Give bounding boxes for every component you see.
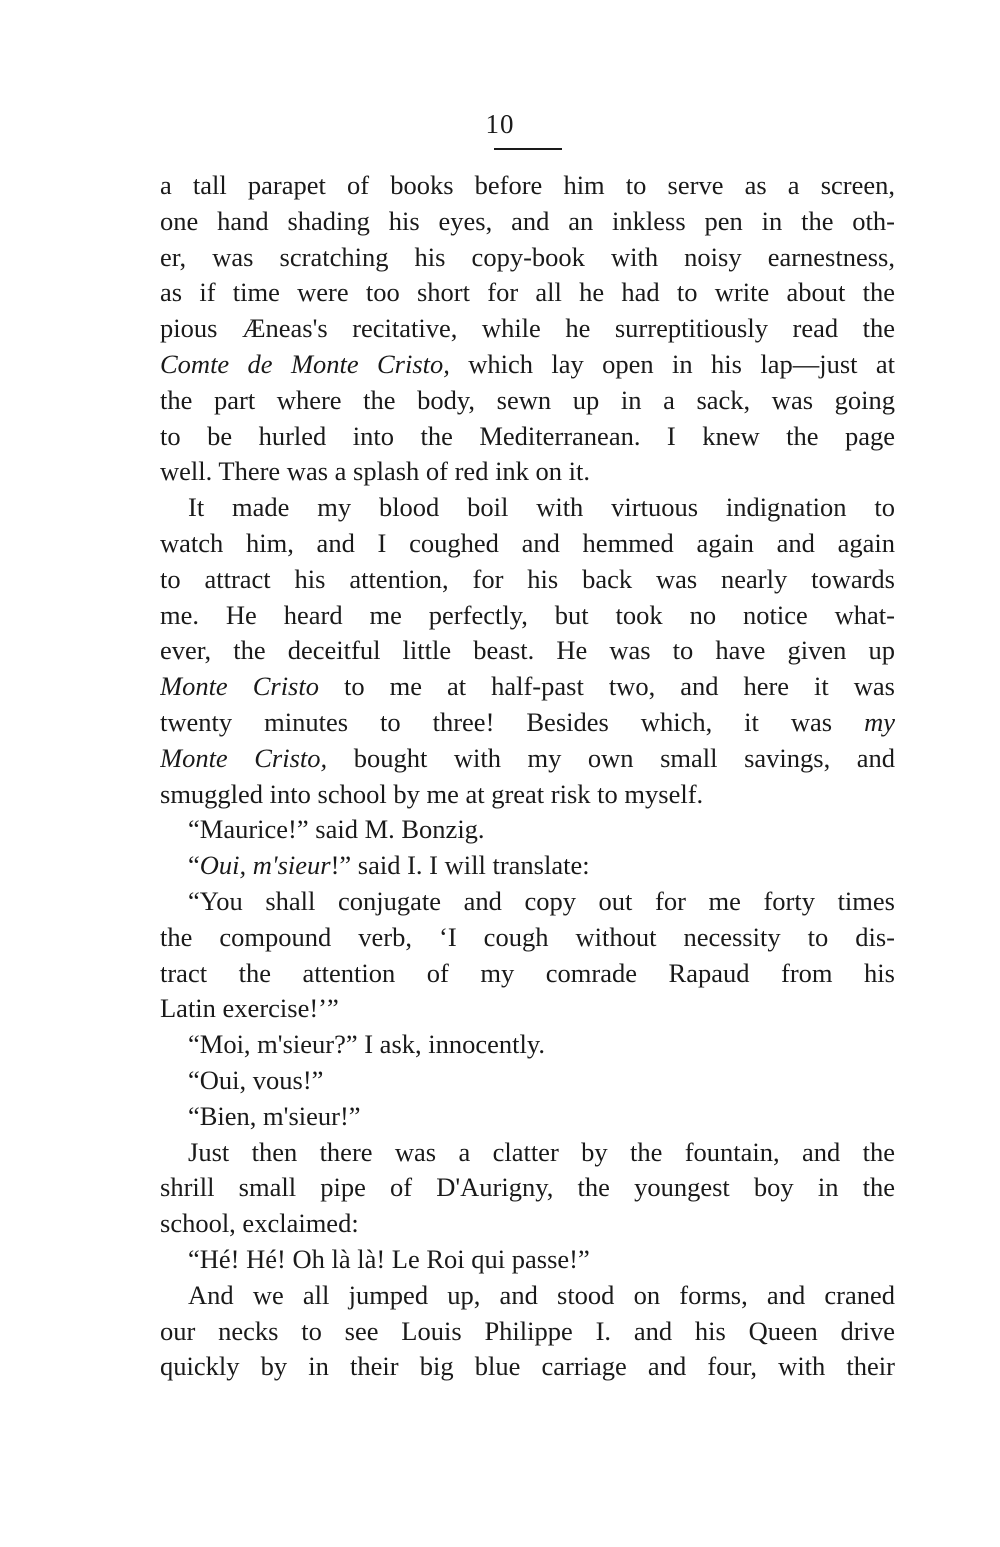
page-number-rule bbox=[494, 148, 562, 150]
text-line: our necks to see Louis Philippe I. and his Queen drive bbox=[160, 1315, 895, 1346]
text-line bbox=[160, 347, 895, 383]
text-line: And we all jumped up, and stood on forms, and craned bbox=[188, 1279, 895, 1310]
text-line: “Oui, vous!” bbox=[188, 1064, 324, 1095]
text-span: !” said I. I will translate: bbox=[330, 850, 590, 881]
text-line: “Moi, m'sieur?” I ask, innocently. bbox=[188, 1029, 546, 1060]
text-line: “Maurice!” said M. Bonzig. bbox=[188, 814, 485, 845]
text-line: ever, the deceitful little beast. He was to have given up bbox=[160, 635, 895, 666]
text-line: “Bien, m'sieur!” bbox=[188, 1100, 361, 1131]
text-span: twenty minutes to three! Besides which, it was bbox=[160, 706, 865, 737]
text-span: bought with my own small savings, and bbox=[327, 742, 895, 773]
text-line: tract the attention of my comrade Rapaud from his bbox=[160, 957, 895, 988]
text-line: smuggled into school by me at great risk to myself. bbox=[160, 778, 704, 809]
italic-text: my bbox=[864, 706, 895, 737]
text-line bbox=[160, 669, 895, 705]
text-line: well. There was a splash of red ink on it. bbox=[160, 456, 591, 487]
text-line bbox=[160, 705, 895, 741]
text-span: to me at half-past two, and here it was bbox=[318, 671, 895, 702]
text-line bbox=[160, 741, 895, 777]
text-line: the part where the body, sewn up in a sack, was going bbox=[160, 384, 895, 415]
italic-text: Monte Cristo bbox=[160, 671, 319, 702]
text-line: a tall parapet of books before him to serve as a screen, bbox=[160, 170, 895, 200]
text-line: the compound verb, ‘I cough without necessity to dis- bbox=[160, 921, 895, 952]
text-line: er, was scratching his copy-book with noisy earnestness, bbox=[160, 241, 895, 272]
text-line: Latin exercise!’” bbox=[160, 993, 339, 1024]
text-line: It made my blood boil with virtuous indignation to bbox=[188, 492, 895, 523]
italic-text: Comte de Monte Cristo, bbox=[160, 348, 450, 379]
text-line: me. He heard me perfectly, but took no notice what- bbox=[160, 599, 895, 630]
text-line: to be hurled into the Mediterranean. I knew the page bbox=[160, 420, 895, 451]
text-line: quickly by in their big blue carriage and four, with their bbox=[160, 1351, 895, 1382]
text-span: “ bbox=[188, 850, 200, 881]
text-line bbox=[160, 311, 895, 347]
text-line: one hand shading his eyes, and an inkless pen in the oth- bbox=[160, 205, 895, 236]
text-line: as if time were too short for all he had to write about the bbox=[160, 277, 895, 308]
text-line: school, exclaimed: bbox=[160, 1208, 359, 1239]
text-line bbox=[160, 848, 895, 884]
text-line: shrill small pipe of D'Aurigny, the youngest boy in the bbox=[160, 1172, 895, 1203]
text-line: to attract his attention, for his back was nearly towards bbox=[160, 563, 895, 594]
page-number: 10 bbox=[485, 109, 515, 139]
italic-text: Monte Cristo, bbox=[160, 742, 328, 773]
text-line: watch him, and I coughed and hemmed again and again bbox=[160, 527, 895, 558]
text-span: which lay open in his lap—just at bbox=[449, 348, 895, 379]
body-text bbox=[160, 168, 895, 1385]
text-span: pious Æneas's recitative, while he surreptitiously read the bbox=[160, 313, 895, 344]
text-line: “Hé! Hé! Oh là là! Le Roi qui passe!” bbox=[188, 1243, 590, 1274]
italic-text: Oui, m'sieur bbox=[199, 850, 331, 881]
text-line: Just then there was a clatter by the fountain, and the bbox=[188, 1136, 895, 1167]
text-line: “You shall conjugate and copy out for me forty times bbox=[188, 885, 895, 916]
